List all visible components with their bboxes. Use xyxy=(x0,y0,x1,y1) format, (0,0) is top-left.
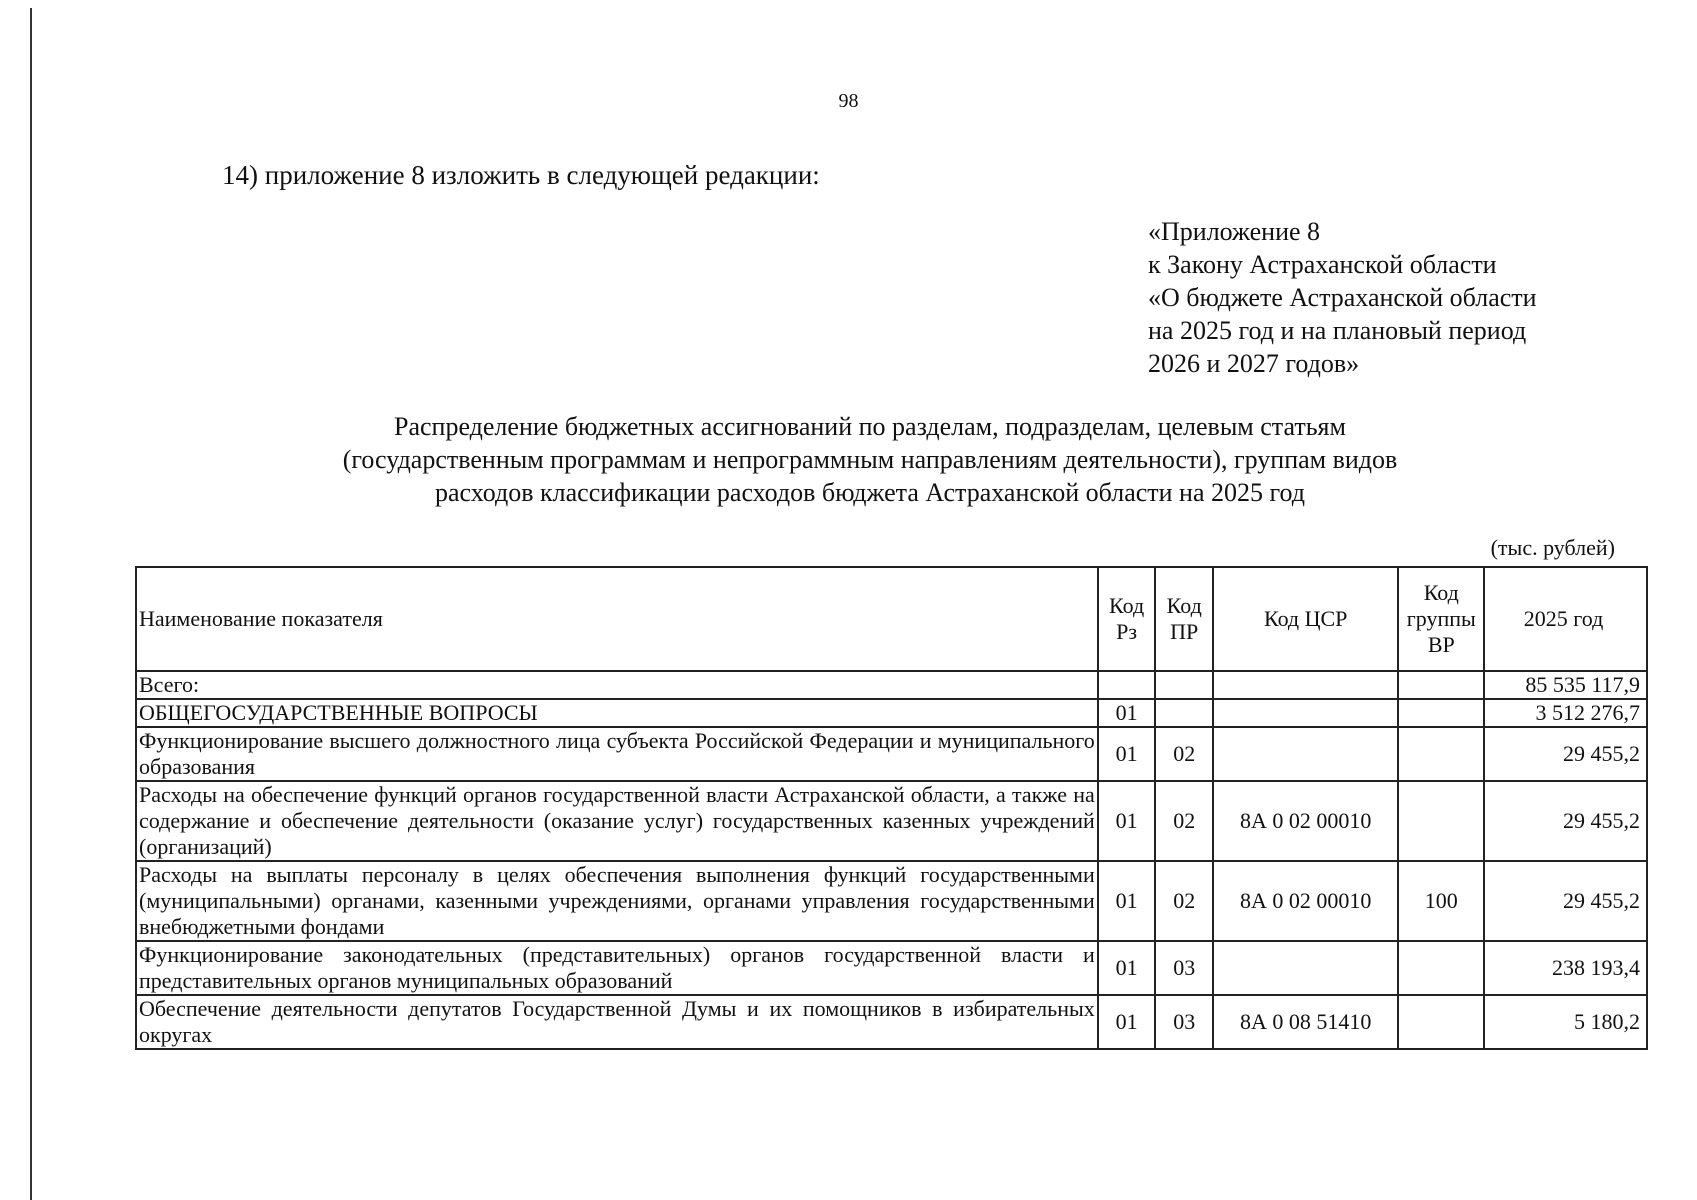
cell-csr xyxy=(1213,941,1398,995)
table-row xyxy=(136,781,1647,861)
cell-rz: 01 xyxy=(1098,699,1156,727)
cell-amount: 85 535 117,9 xyxy=(1484,671,1647,699)
cell-vr xyxy=(1398,699,1484,727)
table-row xyxy=(136,995,1647,1049)
cell-vr xyxy=(1398,671,1484,699)
cell-rz: 01 xyxy=(1098,861,1156,941)
cell-pr: 02 xyxy=(1155,727,1213,781)
intro-text: 14) приложение 8 изложить в следующей редакции: xyxy=(222,160,820,190)
cell-amount: 3 512 276,7 xyxy=(1484,699,1647,727)
cell-csr xyxy=(1213,671,1398,699)
header-amount: 2025 год xyxy=(1484,567,1647,671)
appendix-line: к Закону Астраханской области xyxy=(1148,250,1497,279)
cell-vr xyxy=(1398,995,1484,1049)
cell-csr xyxy=(1213,727,1398,781)
appendix-line: на 2025 год и на плановый период xyxy=(1148,316,1527,345)
header-vr: Код группы ВР xyxy=(1398,567,1484,671)
cell-name: Всего: xyxy=(136,671,1098,699)
cell-pr: 03 xyxy=(1155,995,1213,1049)
cell-pr xyxy=(1155,699,1213,727)
appendix-line: «О бюджете Астраханской области xyxy=(1148,283,1537,312)
cell-name: Расходы на выплаты персоналу в целях обеспечения выполнения функций государственными (муниципальными) органами, казенными учреждениями, органами управления государственными внебюджетными фондами xyxy=(136,861,1098,941)
cell-name: ОБЩЕГОСУДАРСТВЕННЫЕ ВОПРОСЫ xyxy=(136,699,1098,727)
table-row xyxy=(136,861,1647,941)
header-pr: Код ПР xyxy=(1155,567,1213,671)
appendix-reference xyxy=(1148,215,1537,380)
cell-amount: 5 180,2 xyxy=(1484,995,1647,1049)
cell-name: Функционирование высшего должностного лица субъекта Российской Федерации и муниципального образования xyxy=(136,727,1098,781)
table-row xyxy=(136,941,1647,995)
table-row xyxy=(136,671,1647,699)
cell-pr xyxy=(1155,671,1213,699)
budget-table xyxy=(135,566,1648,1050)
cell-csr: 8А 0 08 51410 xyxy=(1213,995,1398,1049)
cell-vr xyxy=(1398,941,1484,995)
cell-name: Функционирование законодательных (представительных) органов государственной власти и представительных органов муниципальных образований xyxy=(136,941,1098,995)
table-header-row xyxy=(136,567,1647,671)
cell-rz: 01 xyxy=(1098,781,1156,861)
cell-rz: 01 xyxy=(1098,727,1156,781)
cell-pr: 03 xyxy=(1155,941,1213,995)
title-line: расходов классификации расходов бюджета Астраханской области на 2025 год xyxy=(435,478,1305,507)
cell-name: Обеспечение деятельности депутатов Государственной Думы и их помощников в избирательных округах xyxy=(136,995,1098,1049)
page-edge-line xyxy=(30,8,32,1200)
units-label: (тыс. рублей) xyxy=(1490,535,1615,560)
header-rz: Код Рз xyxy=(1098,567,1156,671)
cell-amount: 29 455,2 xyxy=(1484,861,1647,941)
table-row xyxy=(136,699,1647,727)
cell-vr: 100 xyxy=(1398,861,1484,941)
cell-rz: 01 xyxy=(1098,941,1156,995)
cell-rz: 01 xyxy=(1098,995,1156,1049)
header-name: Наименование показателя xyxy=(136,567,1098,671)
cell-csr xyxy=(1213,699,1398,727)
cell-vr xyxy=(1398,781,1484,861)
cell-vr xyxy=(1398,727,1484,781)
cell-amount: 29 455,2 xyxy=(1484,781,1647,861)
cell-name: Расходы на обеспечение функций органов государственной власти Астраханской области, а также на содержание и обеспечение деятельности (оказание услуг) государственных казенных учреждений (организаций) xyxy=(136,781,1098,861)
cell-amount: 238 193,4 xyxy=(1484,941,1647,995)
appendix-line: 2026 и 2027 годов» xyxy=(1148,349,1360,378)
cell-pr: 02 xyxy=(1155,861,1213,941)
title-line: Распределение бюджетных ассигнований по разделам, подразделам, целевым статьям xyxy=(394,412,1346,441)
page-number: 98 xyxy=(838,90,859,112)
cell-pr: 02 xyxy=(1155,781,1213,861)
cell-amount: 29 455,2 xyxy=(1484,727,1647,781)
title-line: (государственным программам и непрограммным направлениям деятельности), группам видов xyxy=(342,445,1398,474)
table-row xyxy=(136,727,1647,781)
header-csr: Код ЦСР xyxy=(1213,567,1398,671)
appendix-line: «Приложение 8 xyxy=(1148,217,1321,246)
cell-rz xyxy=(1098,671,1156,699)
cell-csr: 8А 0 02 00010 xyxy=(1213,861,1398,941)
cell-csr: 8А 0 02 00010 xyxy=(1213,781,1398,861)
document-title xyxy=(220,410,1520,509)
